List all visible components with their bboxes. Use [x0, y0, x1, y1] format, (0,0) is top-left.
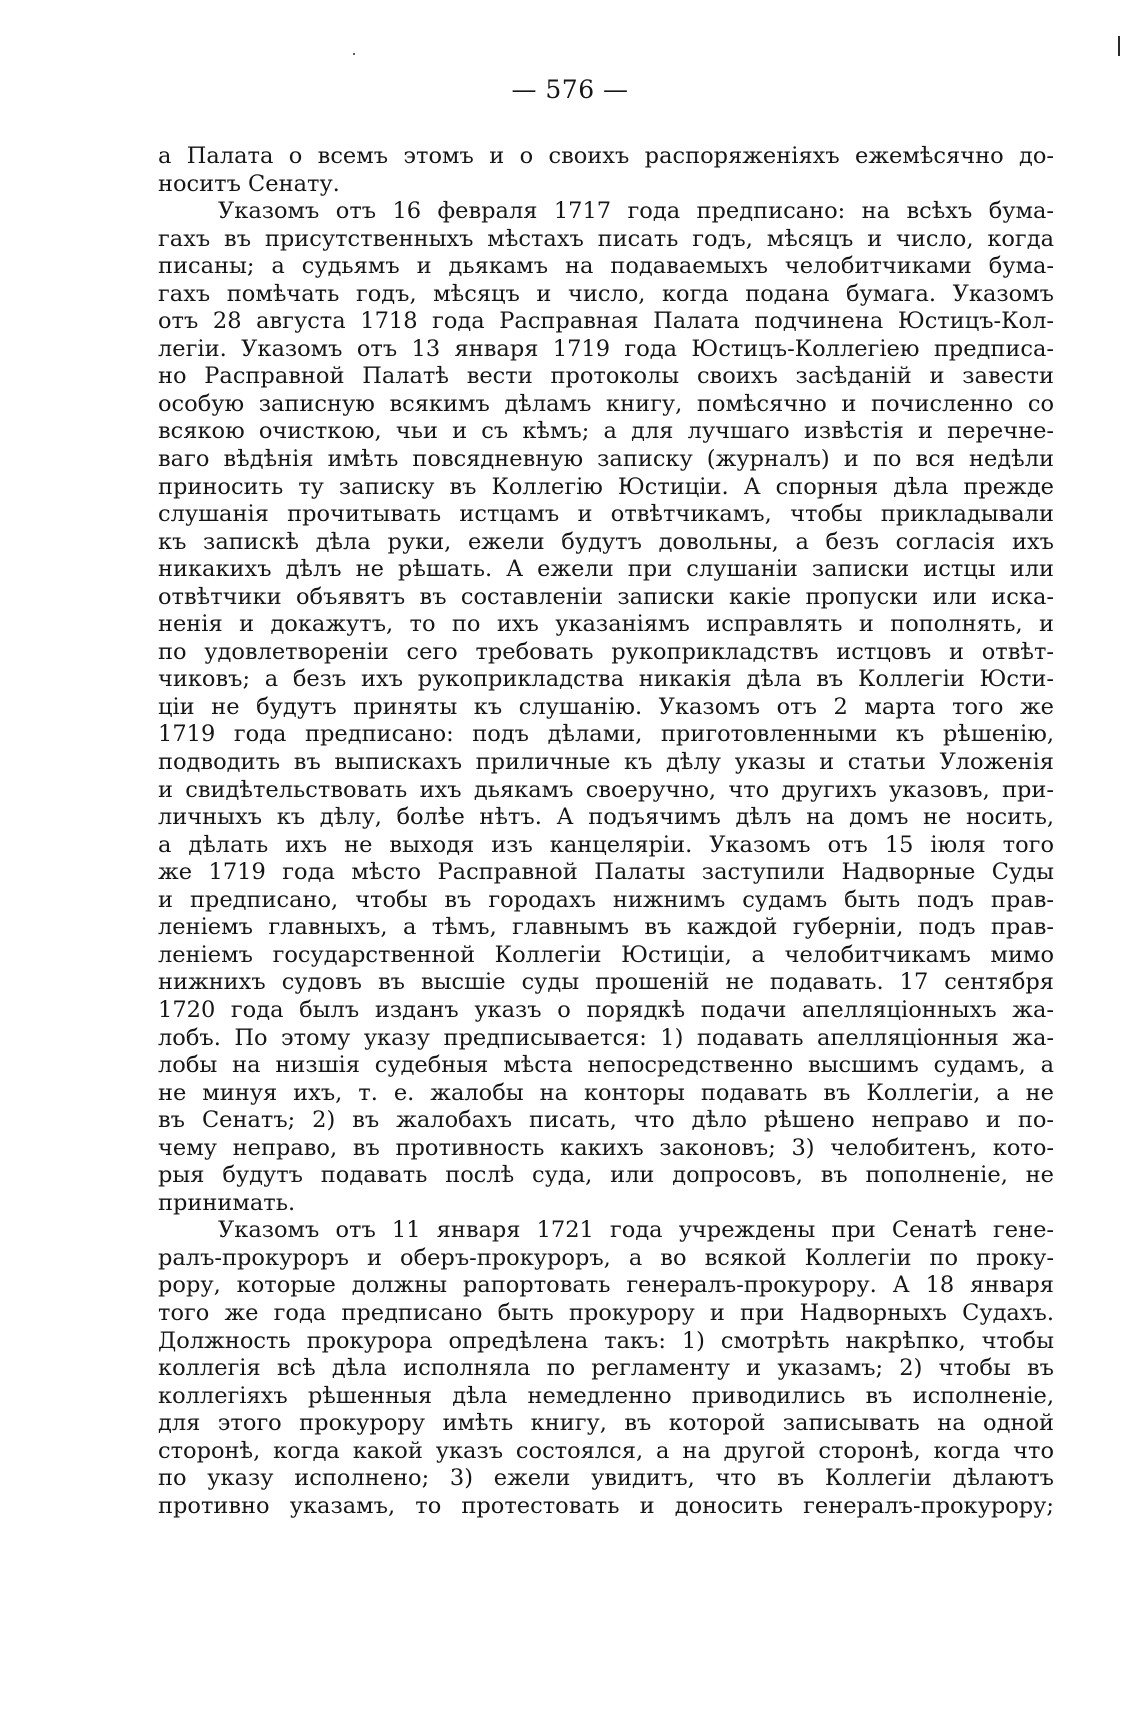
text-line: сторонѣ, когда какой указъ состоялся, а на другой сторонѣ, когда что [158, 1437, 1054, 1464]
text-line: и предписано, чтобы въ городахъ нижнимъ судамъ быть подъ прав- [158, 886, 1054, 913]
text-line: по указу исполнено; 3) ежели увидитъ, что въ Коллегіи дѣлаютъ [158, 1465, 1054, 1492]
text-line: никакихъ дѣлъ не рѣшать. А ежели при слушаніи записки истцы или [158, 556, 1054, 583]
page-number: — 576 — [511, 75, 629, 104]
text-line: противно указамъ, то протестовать и доносить генералъ-прокурору; [158, 1492, 1054, 1519]
text-line: по удовлетвореніи сего требовать рукоприкладствъ истцовъ и отвѣт- [158, 638, 1054, 665]
scan-dust-speck [353, 53, 355, 55]
text-line: лобы на низшія судебныя мѣста непосредственно высшимъ судамъ, а [158, 1052, 1054, 1079]
text-line: Указомъ отъ 16 февраля 1717 года предписано: на всѣхъ бума- [218, 198, 1054, 225]
text-line: отвѣтчики объявятъ въ составленіи записки какіе пропуски или искa- [158, 583, 1054, 610]
text-line: всякою очисткою, чьи и съ кѣмъ; а для лучшаго извѣстія и перечне- [158, 418, 1054, 445]
text-line: въ Сенатъ; 2) въ жалобахъ писать, что дѣло рѣшено неправо и по- [158, 1107, 1054, 1134]
body-text [158, 143, 1054, 1520]
text-line: принимать. [158, 1189, 296, 1216]
text-line: ціи не будутъ приняты къ слушанію. Указомъ отъ 2 марта того же [158, 693, 1054, 720]
text-line: и свидѣтельствовать ихъ дьякамъ своеручно, что другихъ указовъ, при- [158, 776, 1054, 803]
text-line: рыя будутъ подавать послѣ суда, или допросовъ, въ пополненіе, не [158, 1162, 1054, 1189]
text-line: 1720 года былъ изданъ указъ о порядкѣ подачи апелляціонныхъ жа- [158, 996, 1054, 1023]
text-line: для этого прокурору имѣть книгу, въ которой записывать на одной [158, 1410, 1054, 1437]
text-line: но Расправной Палатѣ вести протоколы своихъ засѣданій и завести [158, 363, 1054, 390]
text-line: чему неправо, въ противность какихъ законовъ; 3) челобитенъ, кото- [158, 1134, 1054, 1161]
text-line: ралъ-прокуроръ и оберъ-прокуроръ, а во всякой Коллегіи по проку- [158, 1244, 1054, 1271]
text-line: рору, которые должны рапортовать генералъ-прокурору. А 18 января [158, 1272, 1054, 1299]
text-line: коллегія всѣ дѣла исполняла по регламенту и указамъ; 2) чтобы въ [158, 1355, 1054, 1382]
text-line: носитъ Сенату. [158, 170, 340, 197]
text-line: Должность прокурора опредѣлена такъ: 1) смотрѣть накрѣпко, чтобы [158, 1327, 1054, 1354]
text-line: нижнихъ судовъ въ высшіе суды прошеній не подавать. 17 сентября [158, 969, 1054, 996]
text-line: легіи. Указомъ отъ 13 января 1719 года Юстицъ-Коллегіею предписа- [158, 335, 1054, 362]
text-line: того же года предписано быть прокурору и при Надворныхъ Судахъ. [158, 1299, 1054, 1326]
text-line: приносить ту записку въ Коллегію Юстиціи. А спорныя дѣла прежде [158, 473, 1054, 500]
text-line: гахъ въ присутственныхъ мѣстахъ писать годъ, мѣсяцъ и число, когда [158, 225, 1054, 252]
text-line: ненія и докажутъ, то по ихъ указаніямъ исправлять и пополнять, и [158, 611, 1054, 638]
text-line: коллегіяхъ рѣшенныя дѣла немедленно приводились въ исполненіе, [158, 1382, 1054, 1409]
text-line: чиковъ; а безъ ихъ рукоприкладства никакія дѣла въ Коллегіи Юсти- [158, 666, 1054, 693]
text-line: 1719 года предписано: подъ дѣлами, приготовленными къ рѣшенію, [158, 721, 1054, 748]
text-line: леніемъ государственной Коллегіи Юстиціи, а челобитчикамъ мимо [158, 941, 1054, 968]
text-line: слушанія прочитывать истцамъ и отвѣтчикамъ, чтобы прикладывали [158, 501, 1054, 528]
scan-edge-mark [1118, 36, 1120, 56]
text-line: ваго вѣдѣнія имѣть повсядневную записку (журналъ) и по вся недѣли [158, 446, 1054, 473]
text-line: Указомъ отъ 11 января 1721 года учреждены при Сенатѣ гене- [218, 1217, 1054, 1244]
text-line: писаны; а судьямъ и дьякамъ на подаваемыхъ челобитчиками бума- [158, 253, 1054, 280]
text-line: а Палата о всемъ этомъ и о своихъ распоряженіяхъ ежемѣсячно до- [158, 143, 1054, 169]
text-line: же 1719 года мѣсто Расправной Палаты заступили Надворные Суды [158, 859, 1054, 886]
text-line: личныхъ къ дѣлу, болѣе нѣтъ. А подъячимъ дѣлъ на домъ не носить, [158, 804, 1054, 831]
text-line: къ запискѣ дѣла руки, ежели будутъ довольны, а безъ согласія ихъ [158, 528, 1054, 555]
text-line: гахъ помѣчать годъ, мѣсяцъ и число, когда подана бумага. Указомъ [158, 280, 1054, 307]
text-line: подводить въ выпискахъ приличные къ дѣлу указы и статьи Уложенія [158, 749, 1054, 776]
text-line: лобъ. По этому указу предписывается: 1) подавать апелляціонныя жа- [158, 1024, 1054, 1051]
text-line: не минуя ихъ, т. е. жалобы на конторы подавать въ Коллегіи, а не [158, 1079, 1054, 1106]
text-line: леніемъ главныхъ, а тѣмъ, главнымъ въ каждой губерніи, подъ прав- [158, 914, 1054, 941]
text-line: особую записную всякимъ дѣламъ книгу, помѣсячно и почисленно со [158, 390, 1054, 417]
text-line: а дѣлать ихъ не выходя изъ канцеляріи. Указомъ отъ 15 іюля того [158, 831, 1054, 858]
text-line: отъ 28 августа 1718 года Расправная Палата подчинена Юстицъ-Кол- [158, 308, 1054, 335]
